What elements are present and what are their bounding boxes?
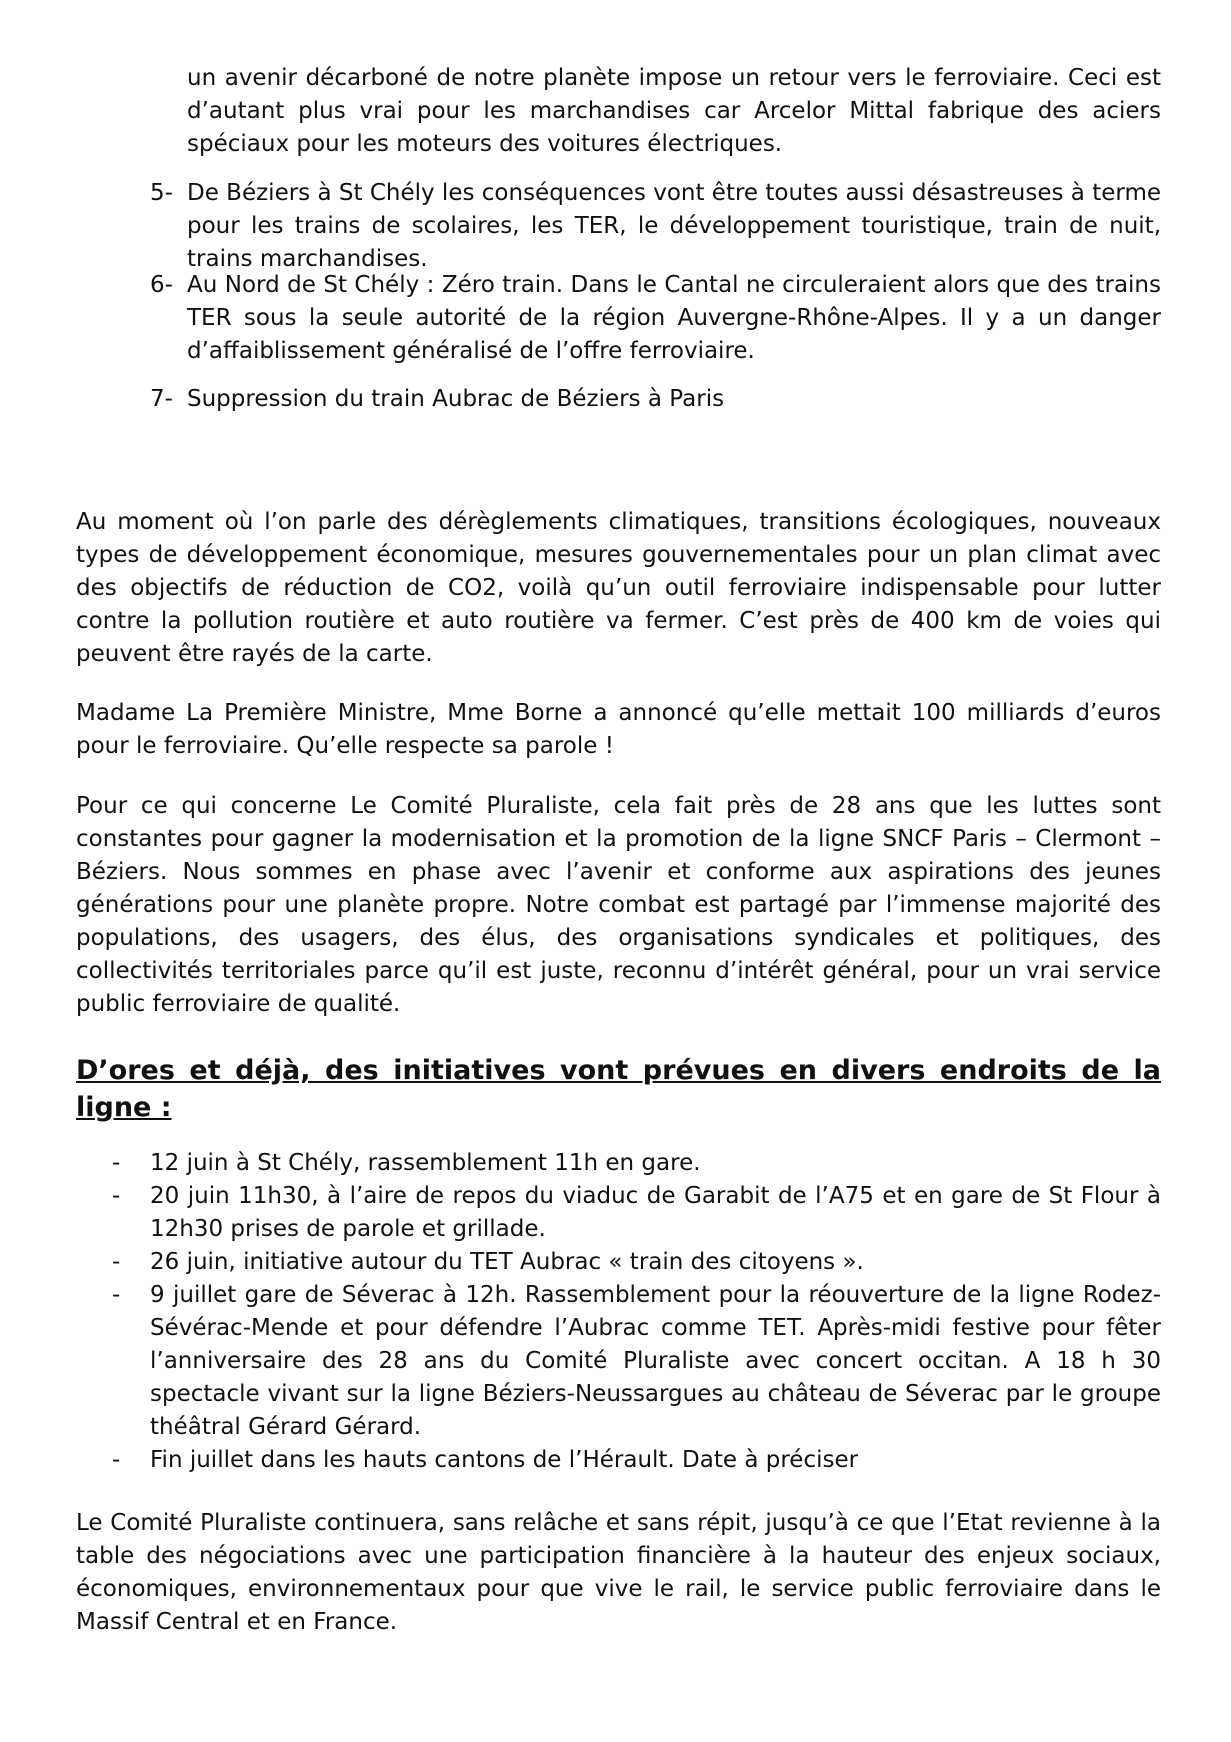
item-number: 5- (150, 180, 173, 206)
initiative-text: 26 juin, initiative autour du TET Aubrac « train des citoyens ». (150, 1249, 864, 1275)
paragraph (0, 506, 1231, 671)
initiative-item (0, 1279, 1231, 1444)
closing-paragraph (0, 1507, 1231, 1639)
dash-bullet: - (112, 1249, 121, 1275)
initiative-item (0, 1246, 1231, 1279)
continuation-text: un avenir décarboné de notre planète impose un retour vers le ferroviaire. Ceci est d’autant plus vrai pour les marchandises car Arcelor Mittal fabrique des aciers spéciaux pour les moteurs des voitures électriques. (187, 65, 1161, 157)
continuation-block (0, 62, 1231, 161)
paragraph-text: Madame La Première Ministre, Mme Borne a annoncé qu’elle mettait 100 milliards d’euros pour le ferroviaire. Qu’elle respecte sa parole ! (76, 700, 1161, 759)
dash-bullet: - (112, 1282, 121, 1308)
numbered-item (0, 177, 1231, 276)
paragraph (0, 697, 1231, 763)
paragraph-text: Pour ce qui concerne Le Comité Pluraliste, cela fait près de 28 ans que les luttes sont constantes pour gagner la modernisation et la promotion de la ligne SNCF Paris – Clermont – Béziers. Nous sommes en phase avec l’avenir et conforme aux aspirations des jeunes générations pour une planète propre. Notre combat est partagé par l’immense majorité des populations, des usagers, des élus, des organisations syndicales et politiques, des collectivités territoriales parce qu’il est juste, reconnu d’intérêt général, pour un vrai service public ferroviaire de qualité. (76, 793, 1161, 1017)
section-heading (0, 1052, 1231, 1126)
heading-text: D’ores et déjà, des initiatives vont prévues en divers endroits de la ligne : (76, 1055, 1161, 1123)
item-text: Au Nord de St Chély : Zéro train. Dans le Cantal ne circuleraient alors que des trains TER sous la seule autorité de la région Auvergne-Rhône-Alpes. Il y a un danger d’affaiblissement généralisé de l’offre ferroviaire. (187, 272, 1161, 364)
dash-bullet: - (112, 1150, 121, 1176)
initiative-text: 20 juin 11h30, à l’aire de repos du viaduc de Garabit de l’A75 et en gare de St Flour à 12h30 prises de parole et grillade. (150, 1183, 1161, 1242)
initiative-text: Fin juillet dans les hauts cantons de l’Hérault. Date à préciser (150, 1447, 859, 1473)
item-number: 7- (150, 386, 173, 412)
initiative-item (0, 1180, 1231, 1246)
dash-bullet: - (112, 1447, 121, 1473)
paragraph (0, 790, 1231, 1021)
initiative-text: 9 juillet gare de Séverac à 12h. Rassemblement pour la réouverture de la ligne Rodez-Sévérac-Mende et pour défendre l’Aubrac comme TET. Après-midi festive pour fêter l’anniversaire des 28 ans du Comité Pluraliste avec concert occitan. A 18 h 30 spectacle vivant sur la ligne Béziers-Neussargues au château de Séverac par le groupe théâtral Gérard Gérard. (150, 1282, 1161, 1440)
paragraph-text: Au moment où l’on parle des dérèglements climatiques, transitions écologiques, nouveaux types de développement économique, mesures gouvernementales pour un plan climat avec des objectifs de réduction de CO2, voilà qu’un outil ferroviaire indispensable pour lutter contre la pollution routière et auto routière va fermer. C’est près de 400 km de voies qui peuvent être rayés de la carte. (76, 509, 1161, 667)
closing-text: Le Comité Pluraliste continuera, sans relâche et sans répit, jusqu’à ce que l’Etat revienne à la table des négociations avec une participation financière à la hauteur des enjeux sociaux, économiques, environnementaux pour que vive le rail, le service public ferroviaire dans le Massif Central et en France. (76, 1510, 1161, 1635)
initiative-text: 12 juin à St Chély, rassemblement 11h en gare. (150, 1150, 701, 1176)
initiative-item (0, 1444, 1231, 1477)
dash-bullet: - (112, 1183, 121, 1209)
numbered-item (0, 269, 1231, 368)
numbered-item (0, 383, 1231, 416)
item-number: 6- (150, 272, 173, 298)
item-text: De Béziers à St Chély les conséquences vont être toutes aussi désastreuses à terme pour les trains de scolaires, les TER, le développement touristique, train de nuit, trains marchandises. (187, 180, 1161, 272)
item-text: Suppression du train Aubrac de Béziers à Paris (187, 386, 725, 412)
initiative-item (0, 1147, 1231, 1180)
